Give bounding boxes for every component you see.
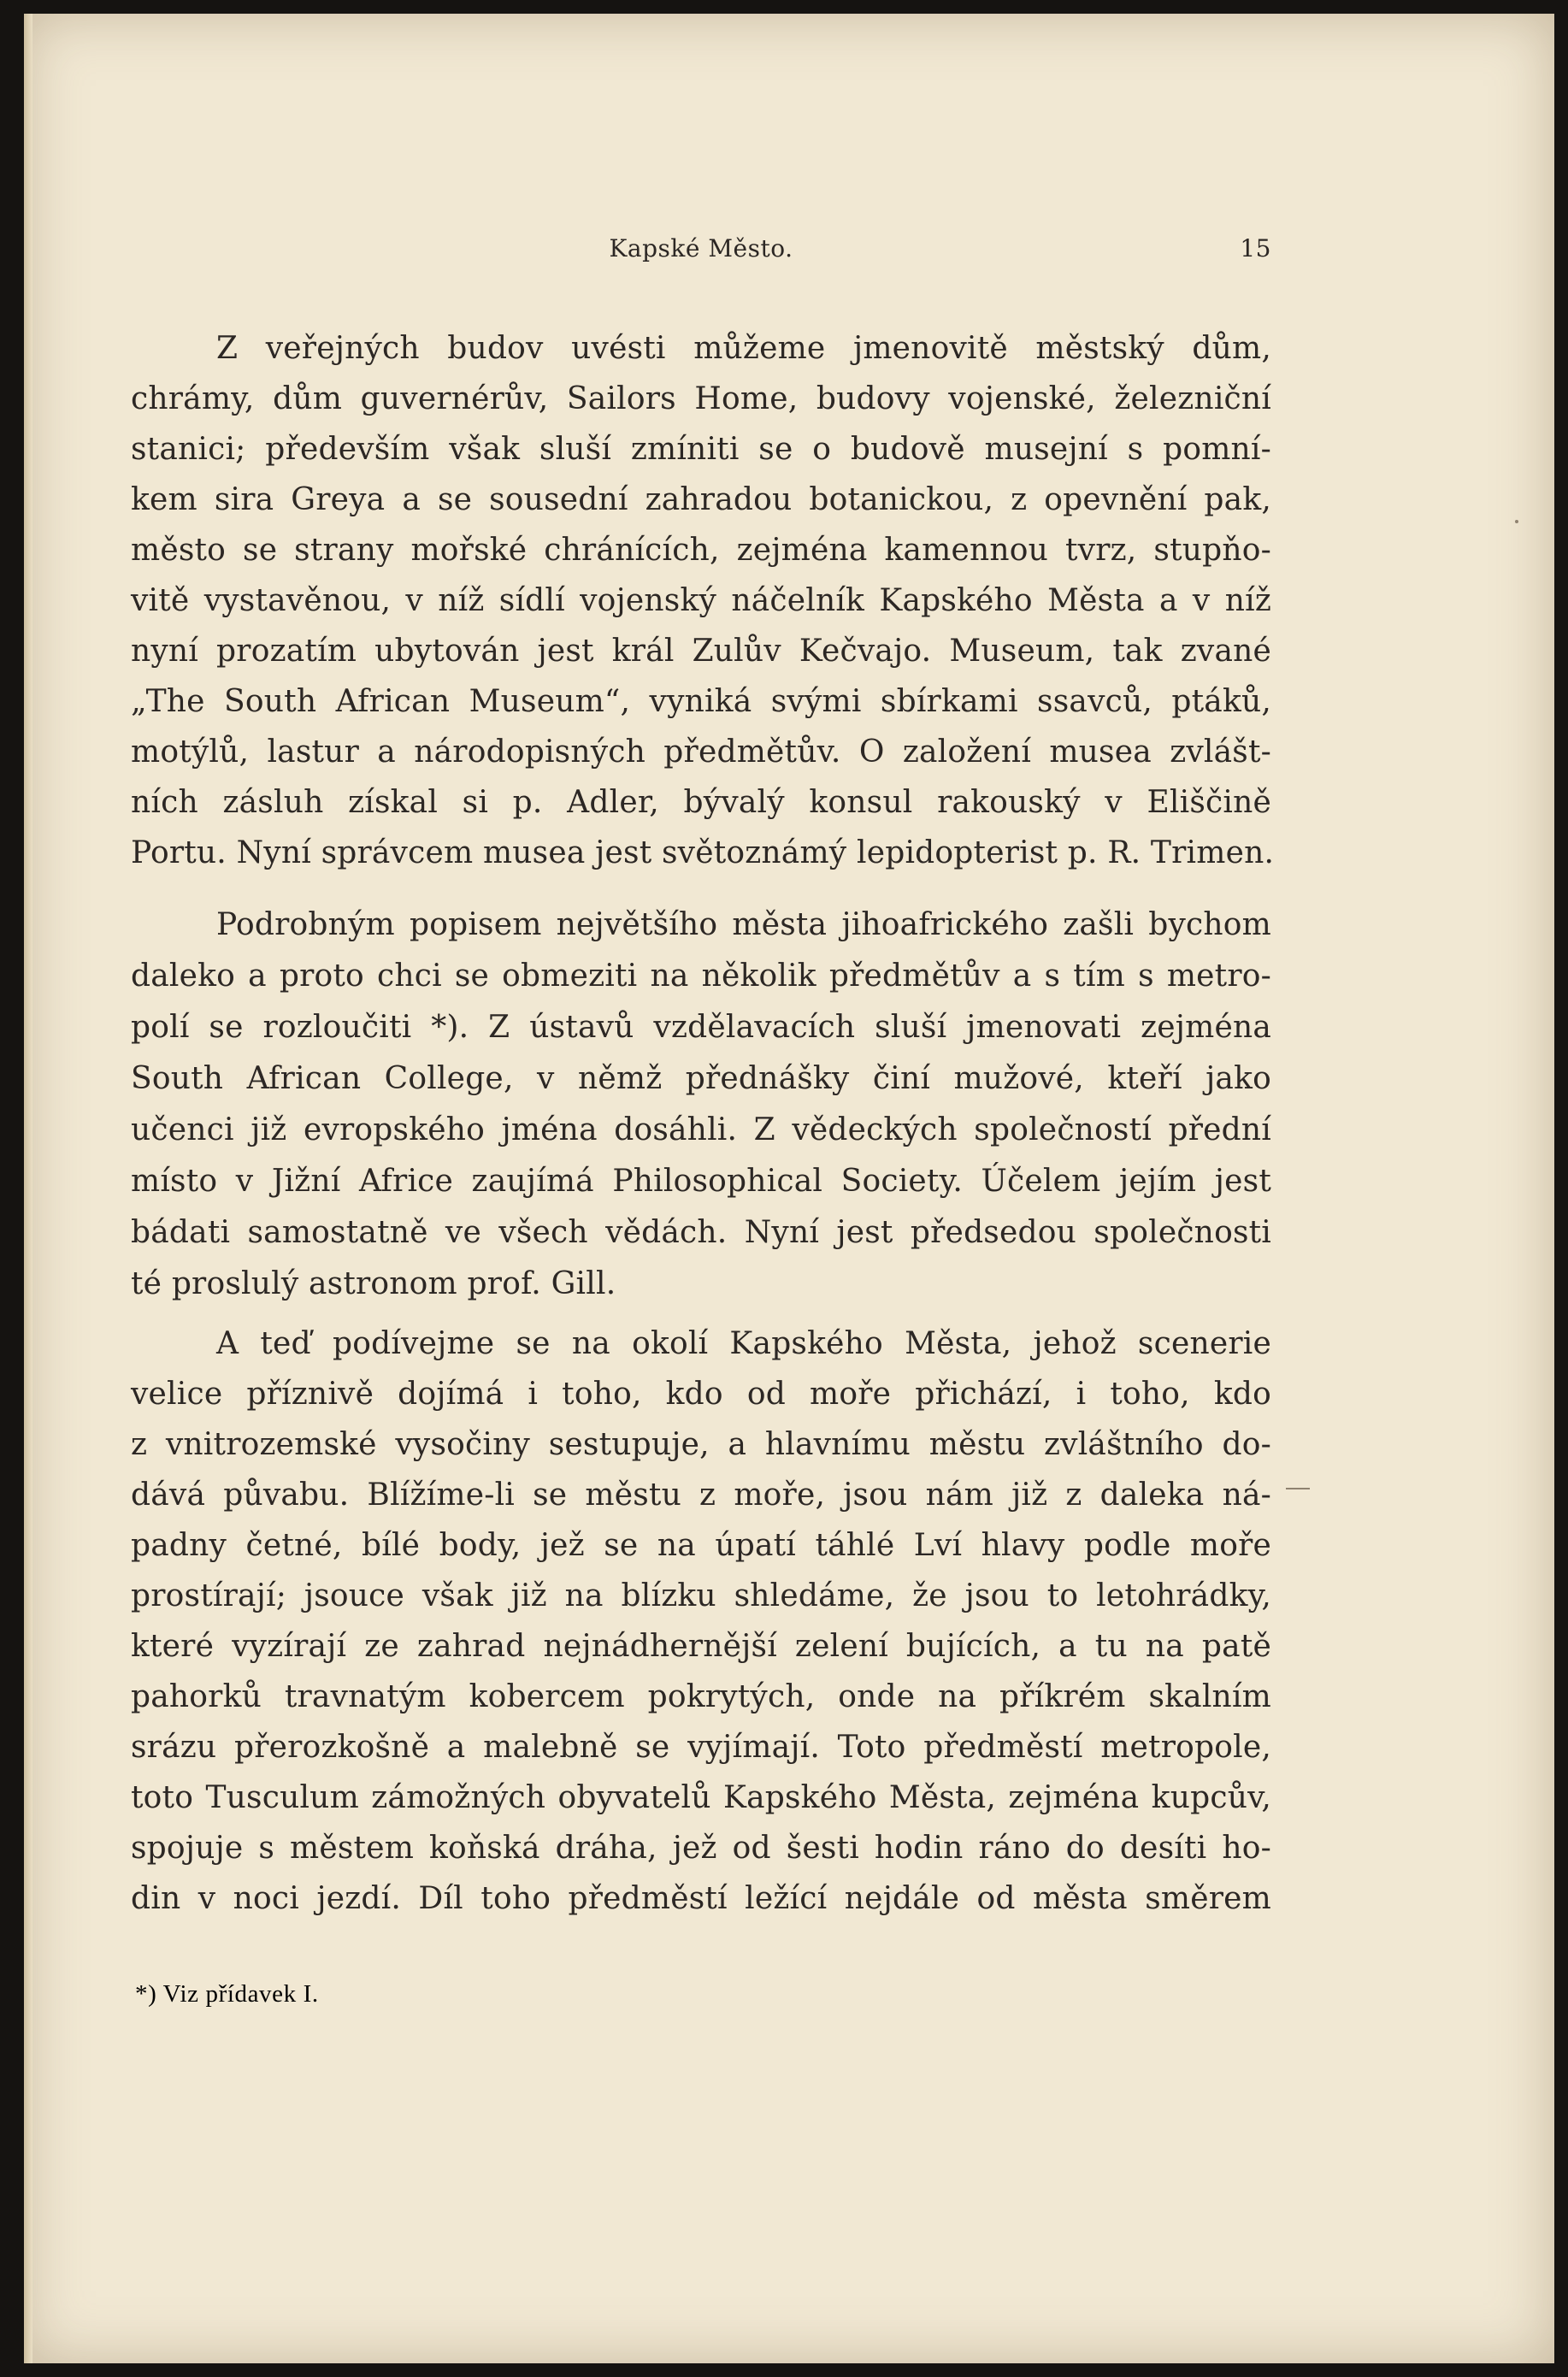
book-page: [24, 14, 1554, 2363]
text-line: té proslulý astronom prof. Gill.: [131, 1266, 616, 1301]
text-line: toto Tusculum zámožných obyvatelů Kapského Města, zejména kupcův,: [131, 1780, 1271, 1815]
running-head: [131, 234, 1271, 268]
text-line: nyní prozatím ubytován jest král Zulův Kečvajo. Museum, tak zvané: [131, 634, 1271, 669]
text-line: din v noci jezdí. Díl toho předměstí ležící nejdále od města směrem: [131, 1881, 1271, 1916]
text-line: padny četné, bílé body, jež se na úpatí táhlé Lví hlavy podle moře: [131, 1528, 1271, 1563]
text-line: které vyzírají ze zahrad nejnádhernější zelení bujících, a tu na patě: [131, 1629, 1271, 1664]
page-number: 15: [1240, 234, 1271, 262]
text-line: dává půvabu. Blížíme-li se městu z moře, jsou nám již z daleka ná-: [131, 1478, 1271, 1513]
text-line: A teď podívejme se na okolí Kapského Města, jehož scenerie: [216, 1326, 1271, 1361]
running-title: Kapské Město.: [609, 234, 793, 262]
text-line: město se strany mořské chránících, zejména kamennou tvrz, stupňo-: [131, 533, 1271, 568]
text-line: prostírají; jsouce však již na blízku shledáme, že jsou to letohrádky,: [131, 1578, 1271, 1613]
footnote: *) Viz přídavek I.: [135, 1980, 319, 2008]
text-line: kem sira Greya a se sousední zahradou botanickou, z opevnění pak,: [131, 482, 1271, 517]
margin-dot: [1515, 520, 1518, 523]
text-line: srázu přerozkošně a malebně se vyjímají. Toto předměstí metropole,: [131, 1730, 1271, 1765]
text-line: vitě vystavěnou, v níž sídlí vojenský náčelník Kapského Města a v níž: [131, 583, 1271, 618]
text-line: z vnitrozemské vysočiny sestupuje, a hlavnímu městu zvláštního do-: [131, 1427, 1271, 1462]
text-line: stanici; především však sluší zmíniti se o budově musejní s pomní-: [131, 432, 1271, 467]
text-line: učenci již evropského jména dosáhli. Z vědeckých společností přední: [131, 1112, 1271, 1147]
text-line: pahorků travnatým kobercem pokrytých, onde na příkrém skalním: [131, 1679, 1271, 1714]
text-line: bádati samostatně ve všech vědách. Nyní jest předsedou společnosti: [131, 1215, 1271, 1250]
text-line: ních zásluh získal si p. Adler, bývalý konsul rakouský v Eliščině: [131, 785, 1271, 820]
text-line: spojuje s městem koňská dráha, jež od šesti hodin ráno do desíti ho-: [131, 1831, 1271, 1866]
text-line: Portu. Nyní správcem musea jest světoznámý lepidopterist p. R. Trimen.: [131, 835, 1275, 870]
text-line: daleko a proto chci se obmeziti na několik předmětův a s tím s metro-: [131, 958, 1271, 994]
margin-mark: [1286, 1488, 1310, 1489]
text-line: motýlů, lastur a národopisných předmětův. O založení musea zvlášt-: [131, 734, 1271, 770]
text-line: „The South African Museum“, vyniká svými sbírkami ssavců, ptáků,: [131, 684, 1271, 719]
text-line: South African College, v němž přednášky činí mužové, kteří jako: [131, 1061, 1271, 1096]
text-line: polí se rozloučiti *). Z ústavů vzdělavacích sluší jmenovati zejména: [131, 1010, 1271, 1045]
text-line: velice příznivě dojímá i toho, kdo od moře přichází, i toho, kdo: [131, 1377, 1271, 1412]
text-line: Z veřejných budov uvésti můžeme jmenovitě městský dům,: [216, 331, 1271, 366]
text-line: Podrobným popisem největšího města jihoafrického zašli bychom: [216, 907, 1271, 942]
text-line: místo v Jižní Africe zaujímá Philosophical Society. Účelem jejím jest: [131, 1164, 1271, 1199]
text-line: chrámy, dům guvernérův, Sailors Home, budovy vojenské, železniční: [131, 381, 1271, 416]
page-edge: [24, 14, 32, 2363]
